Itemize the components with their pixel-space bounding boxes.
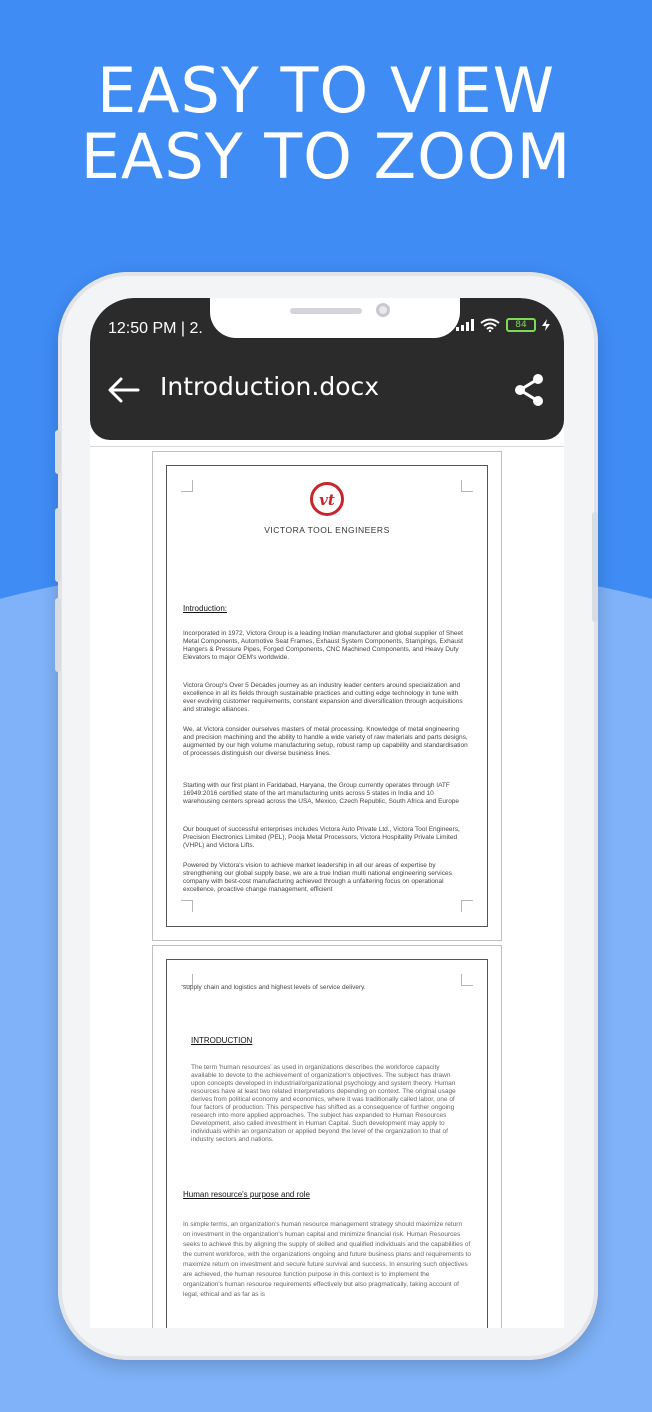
status-time: 12:50 PM | 2. <box>108 320 203 337</box>
phone-volume-down <box>55 598 61 672</box>
page1-heading: Introduction: <box>183 604 228 613</box>
logo-text: vt <box>319 491 335 509</box>
battery-icon: 84 <box>506 318 536 332</box>
phone-screen <box>90 298 564 1328</box>
document-viewer[interactable] <box>90 446 564 1328</box>
promo-headline <box>0 54 652 193</box>
document-title: Introduction.docx <box>160 372 380 401</box>
app-bar <box>90 298 564 440</box>
page2-paragraph: In simple terms, an organization's human resource management strategy should maximize return on investment in the organization's human capital and minimize financial risk. Human Resources seeks to achieve this by aligning the supply of skilled and qualified individuals and the capabilities of the current workforce, with the organizations ongoing and future business plans and requirements to maximize return on investment and secure future survival and success. In ensuring such objectives are achieved, the human resource function purpose in this context is to implement the organization's human resource requirements effectively but also pragmatically, taking account of legal, ethical and as far as is <box>183 1221 471 1298</box>
page-corner-mark <box>461 900 473 912</box>
logo-icon <box>310 482 344 516</box>
page2-heading-introduction: INTRODUCTION <box>191 1036 253 1045</box>
notch <box>210 298 460 338</box>
phone-side-button <box>55 430 61 474</box>
page1-paragraph: Powered by Victora's vision to achieve market leadership in all our areas of expertise by strengthening our global supply base, we are a true Indian multi national engineering services company with best-cost manufacturing achieved through a unfaltering focus on operational excellence, proactive change management, efficient <box>183 862 452 893</box>
phone-power-button <box>592 512 598 622</box>
camera <box>376 303 390 317</box>
share-icon[interactable] <box>512 372 546 408</box>
page2-heading-purpose: Human resource's purpose and role <box>183 1190 310 1199</box>
charging-icon <box>542 319 550 331</box>
page1-paragraph: Our bouquet of successful enterprises includes Victora Auto Private Ltd., Victora Tool Engineers, Precision Electronics Limited (PEL), Pooja Metal Processors, Victora Hospitality Private Limited (VHPL) and Victora Lifts. <box>183 826 460 849</box>
signal-icon <box>456 319 474 331</box>
page1-paragraph: We, at Victora consider ourselves masters of metal processing. Knowledge of metal engineering and precision machining and the ability to handle a wide variety of raw materials and parts designs, augmented by our high volume manufacturing setup, robust ramp up capability and standardisation of processes distinguish our diverse business lines. <box>183 726 468 757</box>
company-logo <box>153 482 501 535</box>
page2-continuation: supply chain and logistics and highest levels of service delivery. <box>183 984 366 991</box>
promo-line-2: EASY TO ZOOM <box>80 120 572 193</box>
page-corner-mark <box>181 900 193 912</box>
promo-line-1: EASY TO VIEW <box>96 54 556 127</box>
page1-paragraph: Victora Group's Over 5 Decades journey as an industry leader centers around specialization and excellence in all its fields through sustainable practices and cutting edge technology in tune with ever evolving customer requirements, constant expansion and diversification through acquisitions and strategic alliances. <box>183 682 463 713</box>
company-name: VICTORA TOOL ENGINEERS <box>264 525 390 535</box>
arrow-left-icon[interactable] <box>106 374 142 406</box>
phone-volume-up <box>55 508 61 582</box>
document-page-2 <box>152 945 502 1328</box>
title-row <box>90 370 564 410</box>
speaker <box>290 308 362 314</box>
status-icons <box>456 318 550 332</box>
wifi-icon <box>480 318 500 332</box>
document-page-1 <box>152 451 502 941</box>
page1-paragraph: Incorporated in 1972, Victora Group is a leading Indian manufacturer and global supplier of Sheet Metal Components, Automotive Seat Frames, Exhaust System Components, Stampings, Exhaust Hangers & Pressure Pipes, Forged Components, CNC Machined Components, and Heavy Duty Elevators to major OEM's worldwide. <box>183 630 463 661</box>
page2-paragraph: The term 'human resources' as used in organizations describes the workforce capacity available to devote to the achievement of organization's objectives. The subject has drawn upon concepts developed in industrial/organizational psychology and system theory. Human resources have at least two related interpretations depending on context. The original usage derives from political economy and economics, where it was traditionally called labor, one of four factors of production. This perspective has shifted as a consequence of further ongoing research into more applied approaches. The subject has expanded to Human Resources Development, also called investment in Human Capital. Such development may apply to individuals within an organization or applied beyond the level of the organization to that of industry sectors and nations. <box>191 1064 456 1143</box>
page1-paragraph: Starting with our first plant in Faridabad, Haryana, the Group currently operates through IATF 16949:2016 certified state of the art manufacturing units across 5 states in India and 10 warehousing centers spread across the USA, Mexico, Czech Republic, South Africa and Europe <box>183 782 460 805</box>
